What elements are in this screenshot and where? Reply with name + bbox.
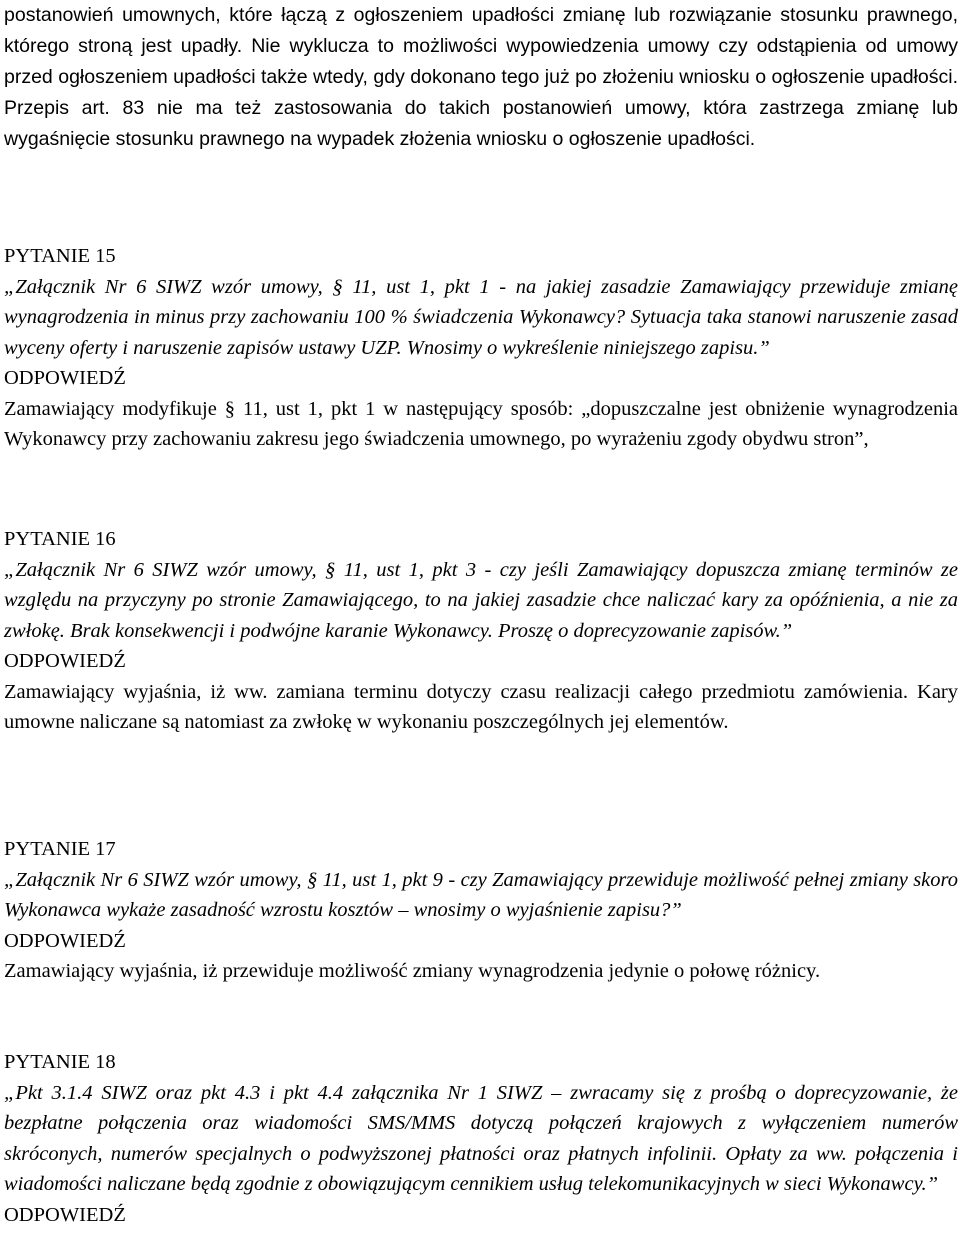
question-title: PYTANIE 15 bbox=[4, 245, 116, 267]
question-section-15 bbox=[4, 241, 958, 455]
question-title: PYTANIE 18 bbox=[4, 1051, 116, 1073]
question-section-18 bbox=[4, 1047, 958, 1230]
question-text: „Pkt 3.1.4 SIWZ oraz pkt 4.3 i pkt 4.4 załącznika Nr 1 SIWZ – zwracamy się z prośbą o doprecyzowanie, że bezpłatne połączenia oraz wiadomości SMS/MMS dotyczą połączeń krajowych z wyłączeniem numerów skróconych, numerów specjalnych o podwyższonej płatności oraz płatnych infolinii. Opłaty za ww. połączenia i wiadomości naliczane będą zgodnie z obowiązującym cennikiem usług telekomunikacyjnych w sieci Wykonawcy.” bbox=[4, 1081, 958, 1195]
question-section-16 bbox=[4, 524, 958, 738]
question-text: „Załącznik Nr 6 SIWZ wzór umowy, § 11, ust 1, pkt 9 - czy Zamawiający przewiduje możliwość pełnej zmiany skoro Wykonawca wykaże zasadność wzrostu kosztów – wnosimy o wyjaśnienie zapisu?” bbox=[4, 868, 958, 921]
answer-heading: ODPOWIEDŹ bbox=[4, 1203, 126, 1226]
answer-text: Zamawiający wyjaśnia, iż przewiduje możliwość zmiany wynagrodzenia jedynie o połowę różnicy. bbox=[4, 960, 821, 982]
answer-text: Zamawiający wyjaśnia, iż ww. zamiana terminu dotyczy czasu realizacji całego przedmiotu zamówienia. Kary umowne naliczane są natomiast za zwłokę w wykonaniu poszczególnych jej elementów. bbox=[4, 680, 958, 733]
answer-heading: ODPOWIEDŹ bbox=[4, 929, 126, 952]
answer-heading: ODPOWIEDŹ bbox=[4, 367, 126, 389]
question-section-17 bbox=[4, 834, 958, 987]
question-title: PYTANIE 17 bbox=[4, 838, 116, 860]
question-text: „Załącznik Nr 6 SIWZ wzór umowy, § 11, ust 1, pkt 1 - na jakiej zasadzie Zamawiający przewiduje zmianę wynagrodzenia in minus przy zachowaniu 100 % świadczenia Wykonawcy? Sytuacja taka stanowi naruszenie zasad wyceny oferty i naruszenie zapisów ustawy UZP. Wnosimy o wykreślenie niniejszego zapisu.” bbox=[4, 275, 958, 359]
intro-paragraph: postanowień umownych, które łączą z ogłoszeniem upadłości zmianę lub rozwiązanie stosunku prawnego, którego stroną jest upadły. Nie wyklucza to możliwości wypowiedzenia umowy czy odstąpienia od umowy przed ogłoszeniem upadłości także wtedy, gdy dokonano tego już po złożeniu wniosku o ogłoszenie upadłości. Przepis art. 83 nie ma też zastosowania do takich postanowień umowy, która zastrzega zmianę lub wygaśnięcie stosunku prawnego na wypadek złożenia wniosku o ogłoszenie upadłości. bbox=[4, 4, 958, 150]
question-text: „Załącznik Nr 6 SIWZ wzór umowy, § 11, ust 1, pkt 3 - czy jeśli Zamawiający dopuszcza zmianę terminów ze względu na przyczyny po stronie Zamawiającego, to na jakiej zasadzie chce naliczać kary za opóźnienia, a nie za zwłokę. Brak konsekwencji i podwójne karanie Wykonawcy. Proszę o doprecyzowanie zapisów.” bbox=[4, 558, 958, 642]
answer-heading: ODPOWIEDŹ bbox=[4, 650, 126, 672]
question-title: PYTANIE 16 bbox=[4, 528, 116, 550]
answer-text: Zamawiający modyfikuje § 11, ust 1, pkt 1 w następujący sposób: „dopuszczalne jest obniżenie wynagrodzenia Wykonawcy przy zachowaniu zakresu jego świadczenia umownego, po wyrażeniu zgody obydwu stron”, bbox=[4, 397, 958, 450]
